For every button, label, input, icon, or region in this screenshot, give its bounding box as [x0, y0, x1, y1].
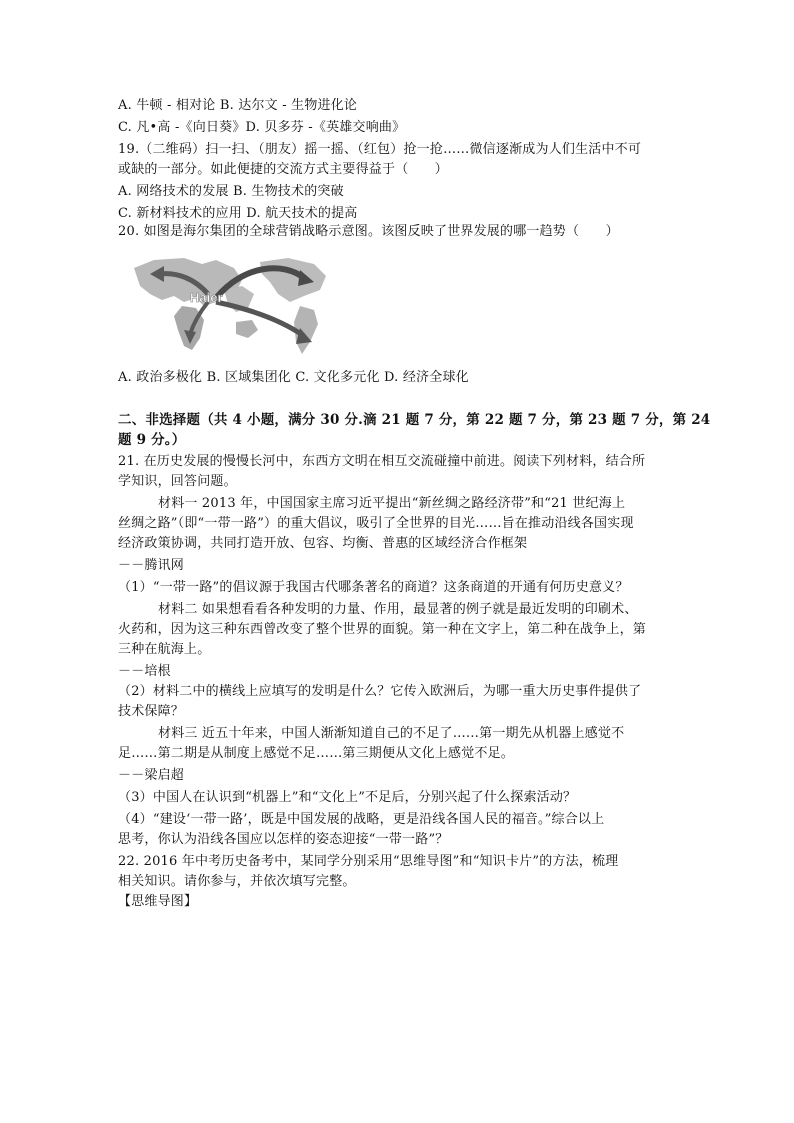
q20-options: A. 政治多极化 B. 区域集团化 C. 文化多元化 D. 经济全球化 [118, 370, 469, 385]
q21-stem-line1: 21. 在历史发展的慢慢长河中，东西方文明在相互交流碰撞中前进。阅读下列材料，结合所 [118, 454, 646, 469]
mind-map-heading: 【思维导图】 [118, 894, 198, 909]
material2-line2: 火药和，因为这三种东西曾改变了整个世界的面貌。第一种在文字上，第二种在战争上，第 [118, 622, 647, 637]
haier-global-strategy-map [124, 250, 334, 360]
haier-logo: Haier [190, 290, 223, 305]
material1-source: －－腾讯网 [118, 558, 185, 573]
material1-line1: 材料一 2013 年，中国国家主席习近平提出“新丝绸之路经济带”和“21 世纪海上 [158, 496, 626, 511]
material3-line1: 材料三 近五十年来，中国人渐渐知道自己的不足了……第一期先从机器上感觉不 [158, 726, 625, 741]
q19-options-ab: A. 网络技术的发展 B. 生物技术的突破 [118, 184, 344, 199]
material2-source: －－培根 [118, 664, 171, 679]
material3-source: －－梁启超 [118, 768, 185, 783]
material1-line3: 经济政策协调，共同打造开放、包容、均衡、普惠的区域经济合作框架 [118, 536, 528, 551]
q18-options-ab: A. 牛顿 - 相对论 B. 达尔文 - 生物进化论 [118, 98, 358, 113]
material3-line2: 足……第二期是从制度上感觉不足……第三期便从文化上感觉不足。 [118, 746, 515, 761]
q18-options-cd: C. 凡•高 -《向日葵》D. 贝多芬 -《英雄交响曲》 [118, 120, 406, 135]
material2-line1: 材料二 如果想看看各种发明的力量、作用，最显著的例子就是最近发明的印刷术、 [158, 602, 638, 617]
q21-sub3: （3）中国人在认识到“机器上”和“文化上”不足后，分别兴起了什么探索活动？ [118, 790, 577, 805]
q19-stem-line2: 或缺的一部分。如此便捷的交流方式主要得益于（ ） [118, 162, 449, 177]
q22-stem-line2: 相关知识。请你参与，并依次填写完整。 [118, 874, 356, 889]
q19-stem-line1: 19.（二维码）扫一扫、（朋友）摇一摇、（红包）抢一抢……微信逐渐成为人们生活中不可 [118, 142, 642, 157]
q21-sub2-line1: （2）材料二中的横线上应填写的发明是什么？它传入欧洲后，为哪一重大历史事件提供了 [118, 684, 642, 699]
material2-line3: 三种在航海上。 [118, 642, 211, 657]
q22-stem-line1: 22. 2016 年中考历史备考中，某同学分别采用“思维导图”和“知识卡片”的方法，梳理 [118, 854, 619, 869]
q21-sub4-line1: （4）“建设‘一带一路’，既是中国发展的战略，更是沿线各国人民的福音。”综合以上 [118, 812, 605, 827]
q20-stem: 20. 如图是海尔集团的全球营销战略示意图。该图反映了世界发展的哪一趋势（ ） [118, 224, 619, 239]
q21-sub4-line2: 思考，你认为沿线各国应以怎样的姿态迎接“一带一路”？ [118, 832, 449, 847]
section2-heading-line2: 题 9 分。） [118, 432, 186, 448]
section2-heading-line1: 二、非选择题（共 4 小题，满分 30 分.滴 21 题 7 分，第 22 题 7 分，第 23 题 7 分，第 24 [118, 412, 711, 428]
q21-sub1: （1）“一带一路”的倡议源于我国古代哪条著名的商道？这条商道的开通有何历史意义？ [118, 580, 629, 595]
q21-sub2-line2: 技术保障？ [118, 704, 185, 719]
q19-options-cd: C. 新材料技术的应用 D. 航天技术的提高 [118, 206, 358, 221]
q21-stem-line2: 学知识，回答问题。 [118, 474, 237, 489]
material1-line2: 丝绸之路”（即“一带一路”）的重大倡议，吸引了全世界的目光……旨在推动沿线各国实现 [118, 516, 634, 531]
